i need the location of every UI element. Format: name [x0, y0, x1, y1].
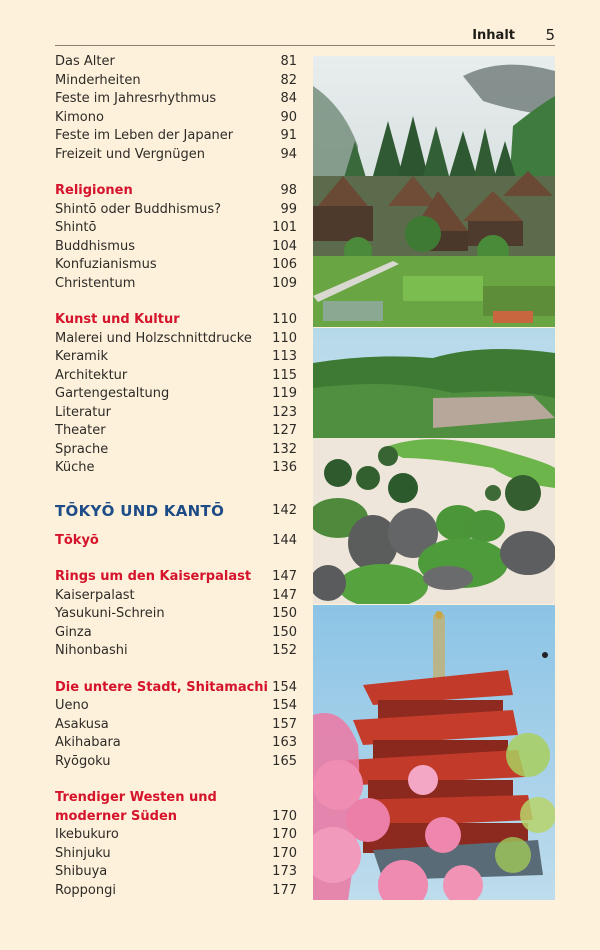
toc-label: Architektur [55, 367, 128, 383]
toc-page: 113 [272, 349, 297, 364]
village-image-icon [313, 56, 555, 327]
toc-label: Buddhismus [55, 238, 135, 254]
toc-entry[interactable] [55, 256, 297, 275]
toc-page: 94 [280, 146, 297, 162]
toc-page: 152 [272, 643, 297, 658]
toc-page: 82 [280, 72, 297, 88]
toc-entry[interactable] [55, 330, 297, 349]
pagoda-image-icon [313, 605, 555, 900]
toc-section-kunst[interactable] [55, 311, 297, 330]
section-label: Die untere Stadt, Shitamachi [55, 679, 269, 695]
toc-page: 127 [272, 423, 297, 438]
toc-entry[interactable] [55, 422, 297, 441]
section-label: Tōkyō [55, 532, 99, 548]
toc-page: 90 [280, 109, 297, 125]
photo-rock-garden [313, 328, 555, 604]
toc-page: 119 [272, 386, 297, 401]
toc-page: 98 [280, 183, 297, 198]
toc-entry[interactable] [55, 127, 297, 146]
toc-section-religionen[interactable] [55, 182, 297, 201]
toc-page: 173 [272, 864, 297, 879]
toc-entry[interactable] [55, 201, 297, 220]
section-label: Rings um den Kaiserpalast [55, 569, 252, 584]
toc-page: 147 [272, 569, 297, 584]
toc-page: 136 [272, 460, 297, 475]
toc-section-shitamachi[interactable] [55, 679, 297, 698]
toc-page: 150 [272, 624, 297, 640]
toc-page: 165 [272, 753, 297, 769]
toc-entry[interactable] [55, 404, 297, 423]
toc-label: Kimono [55, 109, 104, 125]
toc-page: 110 [272, 312, 297, 327]
toc-label: Konfuzianismus [55, 257, 157, 272]
toc-page: 144 [272, 532, 297, 548]
toc-entry[interactable] [55, 90, 297, 109]
toc-label: Literatur [55, 404, 111, 420]
toc-page: 109 [272, 275, 297, 291]
toc-entry[interactable] [55, 385, 297, 404]
spacer [55, 524, 297, 532]
toc-entry[interactable] [55, 275, 297, 294]
toc-label: Küche [55, 460, 95, 475]
spacer [55, 164, 297, 182]
spacer [55, 478, 297, 498]
toc-label: Nihonbashi [55, 643, 128, 658]
header-title: Inhalt [472, 28, 515, 43]
toc-page: 177 [272, 882, 297, 898]
toc-page: 154 [272, 679, 297, 695]
toc-page: 106 [272, 257, 297, 272]
spacer [55, 771, 297, 789]
toc-page: 163 [272, 735, 297, 750]
toc-label: Keramik [55, 349, 108, 364]
toc-label: Theater [55, 423, 106, 438]
toc-page: 84 [280, 91, 297, 106]
garden-image-icon [313, 328, 555, 604]
toc-page: 115 [272, 367, 297, 383]
toc-entry[interactable] [55, 716, 297, 735]
toc-page: 147 [272, 587, 297, 603]
toc-label: Gartengestaltung [55, 386, 170, 401]
toc-page: 170 [272, 827, 297, 842]
toc-entry[interactable] [55, 587, 297, 606]
toc-label: Roppongi [55, 882, 116, 898]
toc-label: Feste im Leben der Japaner [55, 128, 234, 143]
section-label: Trendiger Westen und [55, 790, 217, 805]
toc-entry[interactable] [55, 53, 297, 72]
toc-page: 110 [272, 330, 297, 346]
toc-label: Shintō [55, 220, 97, 235]
toc-page: 170 [272, 845, 297, 861]
toc-entry[interactable] [55, 109, 297, 128]
toc-section-westen-line1[interactable] [55, 789, 297, 808]
toc-label: Ueno [55, 698, 89, 713]
toc-label: Ikebukuro [55, 827, 119, 842]
toc-page: 123 [272, 404, 297, 420]
section-label: Kunst und Kultur [55, 312, 180, 327]
toc-chapter-tokyo-kanto[interactable] [55, 498, 297, 524]
toc-entry[interactable] [55, 348, 297, 367]
photo-pagoda [313, 605, 555, 900]
toc-label: Akihabara [55, 735, 121, 750]
toc-label: Ryōgoku [55, 753, 111, 769]
toc-section-kaiserpalast[interactable] [55, 568, 297, 587]
toc-page: 170 [272, 808, 297, 824]
toc-entry[interactable] [55, 845, 297, 864]
toc-label: Shintō oder Buddhismus? [55, 201, 222, 217]
toc-label: Asakusa [55, 716, 109, 732]
toc-entry[interactable] [55, 642, 297, 661]
toc-entry[interactable] [55, 605, 297, 624]
toc-entry[interactable] [55, 459, 297, 478]
toc-entry[interactable] [55, 219, 297, 238]
toc-entry[interactable] [55, 753, 297, 772]
toc-label: Freizeit und Vergnügen [55, 146, 205, 162]
toc-label: Shibuya [55, 864, 108, 879]
toc-page: 150 [272, 606, 297, 621]
toc-page: 91 [280, 128, 297, 143]
toc-page: 99 [280, 201, 297, 217]
toc-page: 81 [280, 54, 297, 69]
running-header [55, 26, 555, 46]
toc-entry[interactable] [55, 826, 297, 845]
toc-page: 157 [272, 716, 297, 732]
toc-label: Yasukuni-Schrein [55, 606, 165, 621]
page-number: 5 [545, 26, 555, 44]
toc-page: 104 [272, 238, 297, 254]
spacer [55, 661, 297, 679]
toc-label: Feste im Jahresrhythmus [55, 91, 217, 106]
toc-entry[interactable] [55, 238, 297, 257]
toc-page: 142 [272, 502, 297, 518]
toc-label: Sprache [55, 441, 109, 457]
toc-label: Minderheiten [55, 72, 141, 88]
spacer [55, 293, 297, 311]
toc-entry[interactable] [55, 697, 297, 716]
toc-entry[interactable] [55, 882, 297, 901]
toc-entry[interactable] [55, 146, 297, 165]
toc-label: Ginza [55, 624, 92, 640]
toc-entry[interactable] [55, 72, 297, 91]
toc-section-westen-line2[interactable] [55, 808, 297, 827]
toc-label: Shinjuku [55, 845, 111, 861]
chapter-label: TŌKYŌ UND KANTŌ [55, 501, 225, 520]
photo-mountain-village [313, 56, 555, 327]
toc-label: Malerei und Holzschnittdrucke [55, 330, 252, 346]
toc-entry[interactable] [55, 624, 297, 643]
section-label: Religionen [55, 183, 133, 198]
toc-label: Christentum [55, 275, 136, 291]
toc-entry[interactable] [55, 734, 297, 753]
table-of-contents [55, 53, 297, 900]
toc-section-tokyo[interactable] [55, 532, 297, 551]
toc-page: 101 [272, 220, 297, 235]
toc-page: 132 [272, 441, 297, 457]
toc-entry[interactable] [55, 441, 297, 460]
toc-label: Das Alter [55, 54, 115, 69]
spacer [55, 550, 297, 568]
section-label: moderner Süden [55, 808, 178, 824]
toc-entry[interactable] [55, 367, 297, 386]
toc-page: 154 [272, 698, 297, 713]
toc-entry[interactable] [55, 863, 297, 882]
toc-label: Kaiserpalast [55, 587, 135, 603]
